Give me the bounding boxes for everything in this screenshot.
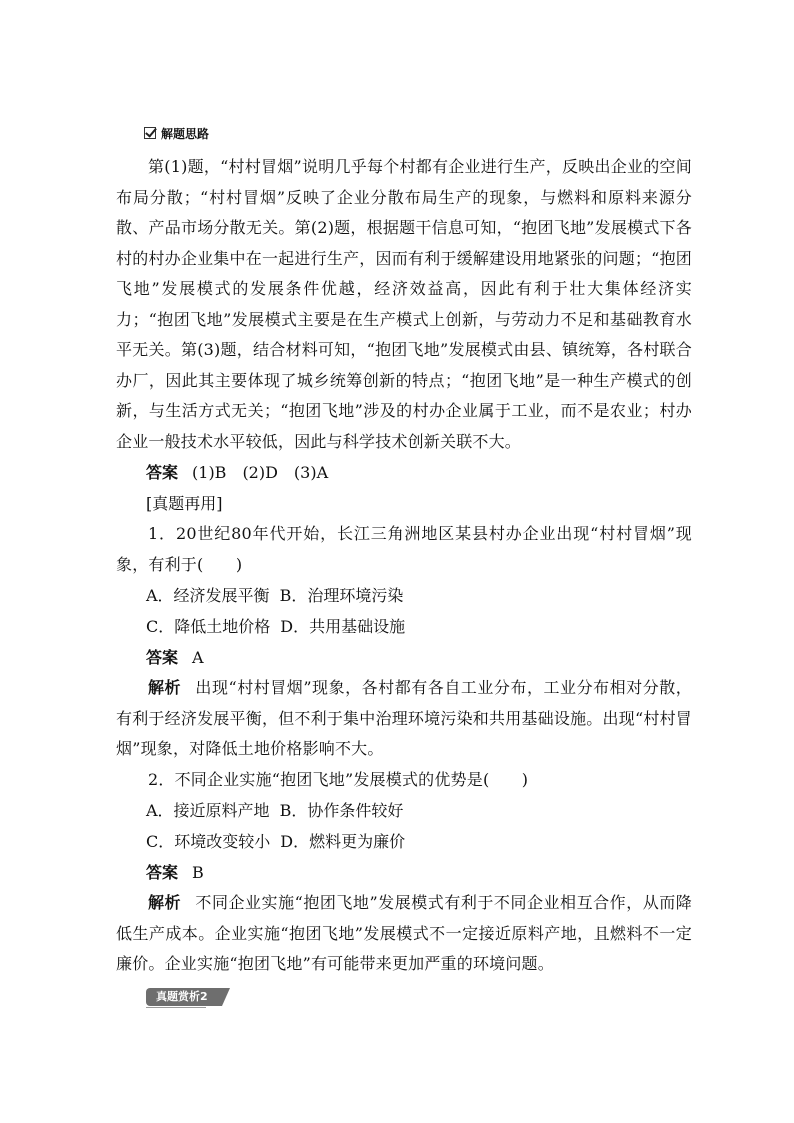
question-1-options-row-2 bbox=[116, 611, 692, 642]
content-area bbox=[116, 120, 692, 1010]
section-title: [真题再用] bbox=[146, 494, 223, 513]
question-2-answer bbox=[116, 857, 692, 888]
question-2-options-row-2 bbox=[116, 826, 692, 857]
answer-label: 答案 bbox=[146, 463, 179, 482]
question-2-options-row-1 bbox=[116, 795, 692, 826]
question-2-analysis-label: 解析 bbox=[148, 893, 182, 912]
question-2-option-b: B．协作条件较好 bbox=[279, 801, 404, 820]
question-2-answer-value: B bbox=[192, 863, 204, 882]
question-1-option-b: B．治理环境污染 bbox=[279, 586, 404, 605]
tip-header bbox=[116, 120, 692, 146]
checkbox-icon bbox=[144, 127, 156, 139]
question-1-option-d: D．共用基础设施 bbox=[280, 617, 406, 636]
question-2-answer-label: 答案 bbox=[146, 863, 179, 882]
answer-value: (1)B (2)D (3)A bbox=[192, 463, 329, 482]
question-2-option-a: A．接近原料产地 bbox=[146, 801, 270, 820]
question-1-analysis-text: 出现“村村冒烟”现象，各村都有各自工业分布，工业分布相对分散，有利于经济发展平衡，但不利于集中治理环境污染和共用基础设施。出现“村村冒烟”现象，对降低土地价格影响不大。 bbox=[116, 678, 693, 758]
question-1-option-a: A．经济发展平衡 bbox=[146, 586, 270, 605]
explanation-paragraph: 第(1)题，“村村冒烟”说明几乎每个村都有企业进行生产，反映出企业的空间布局分散；“村村冒烟”反映了企业分散布局生产的现象，与燃料和原料来源分散、产品市场分散无关。第(2)题，根据题干信息可知，“抱团飞地”发展模式下各村的村办企业集中在一起进行生产，因而有利于缓解建设用地紧张的问题；“抱团飞地”发展模式的发展条件优越，经济效益高，因此有利于壮大集体经济实力；“抱团飞地”发展模式主要是在生产模式上创新，与劳动力不足和基础教育水平无关。第(3)题，结合材料可知，“抱团飞地”发展模式由县、镇统筹，各村联合办厂，因此其主要体现了城乡统筹创新的特点；“抱团飞地”是一种生产模式的创新，与生活方式无关；“抱团飞地”涉及的村办企业属于工业，而不是农业；村办企业一般技术水平较低，因此与科学技术创新关联不大。 bbox=[116, 157, 692, 451]
question-1-analysis-label: 解析 bbox=[148, 678, 182, 697]
question-1-answer-value: A bbox=[192, 648, 204, 667]
tip-title: 解题思路 bbox=[161, 126, 210, 141]
question-2-option-d: D．燃料更为廉价 bbox=[280, 832, 406, 851]
footer-badge: 真题赏析2 bbox=[146, 988, 222, 1006]
question-2-analysis bbox=[116, 888, 692, 980]
footer-badge-wrap bbox=[116, 986, 692, 1010]
question-2-analysis-text: 不同企业实施“抱团飞地”发展模式有利于不同企业相互合作，从而降低生产成本。企业实施“抱团飞地”发展模式不一定接近原料产地，且燃料不一定廉价。企业实施“抱团飞地”有可能带来更加严重的环境问题。 bbox=[116, 893, 693, 973]
question-1-options-row-1 bbox=[116, 580, 692, 611]
question-1-option-c: C．降低土地价格 bbox=[146, 617, 271, 636]
question-2-stem: 2．不同企业实施“抱团飞地”发展模式的优势是( ) bbox=[148, 769, 529, 789]
badge-underline bbox=[146, 1007, 206, 1008]
question-1-answer bbox=[116, 642, 692, 673]
answer-main bbox=[116, 457, 692, 488]
question-2-option-c: C．环境改变较小 bbox=[146, 832, 271, 851]
question-1-answer-label: 答案 bbox=[146, 648, 179, 667]
question-1-analysis bbox=[116, 673, 692, 765]
question-1-stem: 1．20世纪80年代开始，长江三角洲地区某县村办企业出现“村村冒烟”现象，有利于( ) bbox=[116, 524, 692, 574]
